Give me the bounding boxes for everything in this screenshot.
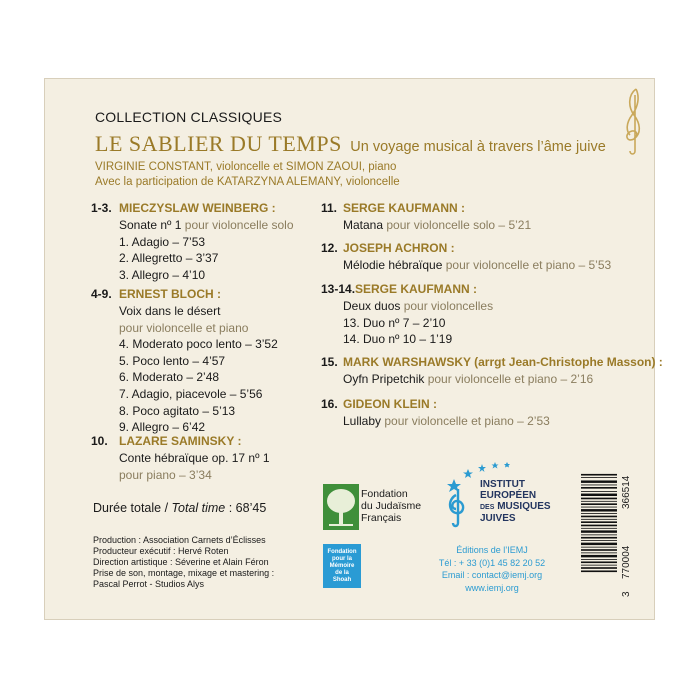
track-group [91, 200, 321, 290]
treble-clef-icon [620, 85, 648, 155]
credit-line: Direction artistique : Séverine et Alain Féron [93, 557, 269, 567]
track-details [343, 298, 493, 348]
track-details [343, 257, 611, 274]
publisher-name: Éditions de l’IEMJ [456, 545, 528, 555]
iemj-text: INSTITUT EUROPÉEN DES MUSIQUES JUIVES [480, 479, 551, 524]
movement-line: 14. Duo nº 10 – 1’19 [343, 332, 453, 347]
credit-line: Producteur exécutif : Hervé Roten [93, 546, 229, 556]
fjf-logo [323, 484, 425, 530]
production-credits [93, 535, 274, 590]
track-details [343, 217, 531, 234]
track-number: 15. [321, 355, 338, 369]
track-number: 4-9. [91, 287, 112, 301]
composer-name: MARK WARSHAWSKY (arrgt Jean-Christophe Masson) : [343, 355, 663, 369]
movement-line: 13. Duo nº 7 – 2’10 [343, 315, 446, 330]
track-details [119, 450, 270, 483]
movement-line: 6. Moderato – 2’48 [119, 370, 220, 385]
email-address: Email : contact@iemj.org [441, 570, 543, 580]
movement-line: 2. Allegretto – 3’37 [119, 251, 219, 266]
movement-line: 9. Allegro – 6’42 [119, 420, 206, 435]
track-number: 16. [321, 397, 338, 411]
track-details [343, 413, 550, 430]
title-line [95, 131, 606, 157]
barcode-digits: 366514 770004 3 [621, 475, 632, 597]
track-details [119, 217, 294, 283]
phone-number: Tél : + 33 (0)1 45 82 20 52 [438, 557, 546, 568]
cd-back-cover [44, 78, 663, 620]
work-line: Voix dans le désert [119, 304, 221, 318]
track-number: 10. [91, 434, 108, 448]
work-line: Sonate nº 1 pour violoncelle solo [119, 218, 294, 232]
track-group [91, 433, 331, 488]
work-instrument-line: pour violoncelle et piano [119, 320, 249, 335]
work-line: Conte hébraïque op. 17 nº 1 [119, 451, 270, 465]
total-duration: Durée totale / Total time : 68’45 [93, 501, 267, 515]
collection-label: COLLECTION CLASSIQUES [95, 109, 283, 125]
credit-line: Prise de son, montage, mixage et mastering : [93, 568, 275, 578]
work-line: Oyfn Pripetchik pour violoncelle et piano – 2’16 [343, 372, 594, 386]
work-line: Matana pour violoncelle solo – 5’21 [343, 218, 532, 232]
participation-line: Avec la participation de KATARZYNA ALEMANY, violoncelle [95, 176, 400, 188]
work-line: Lullaby pour violoncelle et piano – 2’53 [343, 414, 550, 428]
composer-name: LAZARE SAMINSKY : [119, 434, 242, 448]
performers-line: VIRGINIE CONSTANT, violoncelle et SIMON ZAOUI, piano [95, 161, 397, 173]
barcode-icon [581, 457, 617, 589]
composer-name: SERGE KAUFMANN : [343, 201, 465, 215]
publisher-contact [437, 544, 547, 594]
track-group [321, 354, 663, 390]
track-details [343, 371, 593, 388]
track-number: 11. [321, 201, 338, 215]
track-details [119, 303, 278, 436]
album-title: LE SABLIER DU TEMPS [95, 131, 342, 156]
tree-icon [323, 484, 359, 530]
composer-name: MIECZYSLAW WEINBERG : [119, 201, 276, 215]
composer-name: GIDEON KLEIN : [343, 397, 438, 411]
track-number: 1-3. [91, 201, 112, 215]
work-line: Mélodie hébraïque pour violoncelle et piano – 5’53 [343, 258, 612, 272]
track-group [321, 396, 641, 432]
track-group [321, 281, 641, 351]
track-group [321, 200, 641, 236]
fjf-text: Fondation du Judaïsme Français [361, 488, 422, 524]
work-line: Deux duos pour violoncelles [343, 299, 494, 313]
movement-line: 4. Moderato poco lento – 3’52 [119, 337, 278, 352]
credit-line: Pascal Perrot - Studios Alys [93, 579, 205, 589]
track-group [91, 286, 331, 436]
track-number: 13-14. [321, 282, 356, 296]
movement-line: 8. Poco agitato – 5’13 [119, 403, 236, 418]
track-group [321, 240, 641, 276]
website-url: www.iemj.org [465, 582, 519, 593]
movement-line: 1. Adagio – 7’53 [119, 234, 206, 249]
movement-line: 7. Adagio, piacevole – 5’56 [119, 386, 263, 401]
fms-logo: Fondation pour la Mémoire de la Shoah [323, 544, 361, 588]
iemj-logo [440, 459, 600, 529]
composer-name: JOSEPH ACHRON : [343, 241, 455, 255]
movement-line: 5. Poco lento – 4’57 [119, 353, 226, 368]
movement-line: 3. Allegro – 4’10 [119, 267, 206, 282]
track-number: 12. [321, 241, 338, 255]
album-subtitle: Un voyage musical à travers l’âme juive [350, 139, 606, 155]
work-instrument-line: pour piano – 3’34 [119, 467, 212, 482]
composer-name: ERNEST BLOCH : [119, 287, 221, 301]
credit-line: Production : Association Carnets d’Éclisses [93, 535, 266, 545]
composer-name: SERGE KAUFMANN : [355, 282, 477, 296]
